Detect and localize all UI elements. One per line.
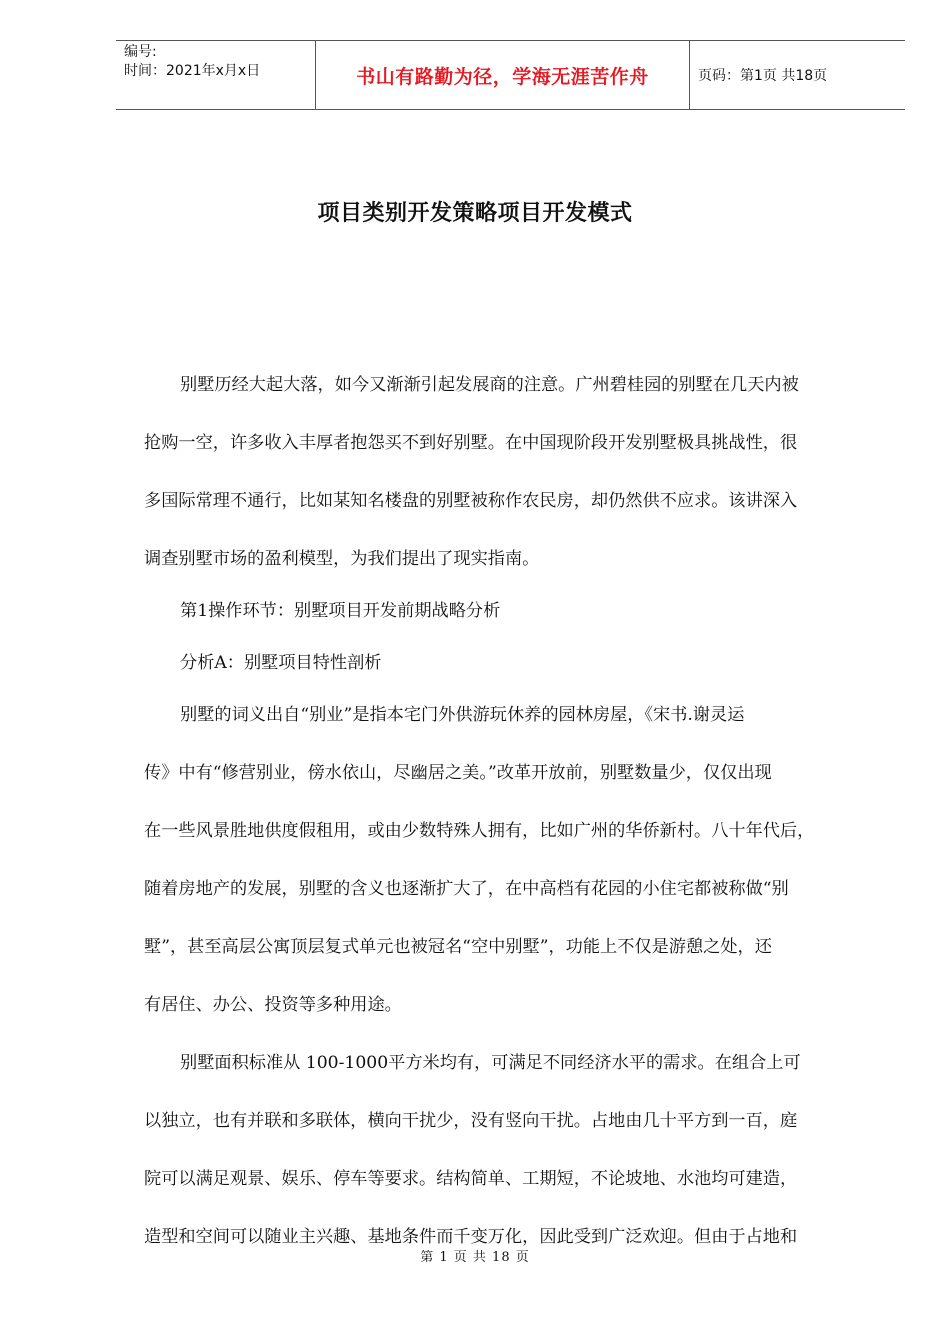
page-footer: 第 1 页 共 18 页 — [420, 1250, 530, 1265]
body-line: 传》中有“修营别业，傍水依山，尽幽居之美。”改革开放前，别墅数量少，仅仅出现 — [144, 763, 772, 783]
subsection-heading: 分析A：别墅项目特性剖析 — [180, 653, 382, 673]
body-line: 造型和空间可以随业主兴趣、基地条件而千变万化，因此受到广泛欢迎。但由于占地和 — [144, 1227, 798, 1247]
number-label: 编号: — [124, 44, 157, 60]
document-title: 项目类别开发策略项目开发模式 — [317, 201, 633, 226]
header-motto: 书山有路勤为径，学海无涯苦作舟 — [316, 41, 690, 109]
body-line: 多国际常理不通行，比如某知名楼盘的别墅被称作农民房，却仍然供不应求。该讲深入 — [144, 491, 798, 511]
body-line: 院可以满足观景、娱乐、停车等要求。结构简单、工期短，不论坡地、水池均可建造， — [144, 1169, 798, 1189]
body-line: 墅”，甚至高层公寓顶层复式单元也被冠名“空中别墅”，功能上不仅是游憩之处，还 — [144, 937, 772, 957]
body-line: 在一些风景胜地供度假租用，或由少数特殊人拥有，比如广州的华侨新村。八十年代后， — [144, 821, 815, 841]
section-heading: 第1操作环节：别墅项目开发前期战略分析 — [180, 601, 501, 621]
header-table — [116, 40, 905, 110]
body-line: 别墅历经大起大落，如今又渐渐引起发展商的注意。广州碧桂园的别墅在几天内被 — [180, 375, 799, 395]
time-label: 时间：2021年x月x日 — [124, 63, 261, 79]
body-line: 随着房地产的发展，别墅的含义也逐渐扩大了，在中高档有花园的小住宅都被称做“别 — [144, 879, 789, 899]
body-line: 有居住、办公、投资等多种用途。 — [144, 995, 402, 1015]
header-meta — [116, 41, 316, 109]
header-page-info: 页码：第1页 共18页 — [698, 68, 828, 84]
body-line: 别墅的词义出自“别业”是指本宅门外供游玩休养的园林房屋，《宋书.谢灵运 — [180, 705, 745, 725]
body-line: 调查别墅市场的盈利模型，为我们提出了现实指南。 — [144, 549, 540, 569]
document-body — [144, 356, 884, 1266]
body-line: 以独立，也有并联和多联体，横向干扰少，没有竖向干扰。占地由几十平方到一百，庭 — [144, 1111, 798, 1131]
body-line: 抢购一空，许多收入丰厚者抱怨买不到好别墅。在中国现阶段开发别墅极具挑战性，很 — [144, 433, 798, 453]
body-line: 别墅面积标准从 100-1000平方米均有，可满足不同经济水平的需求。在组合上可 — [180, 1053, 801, 1073]
